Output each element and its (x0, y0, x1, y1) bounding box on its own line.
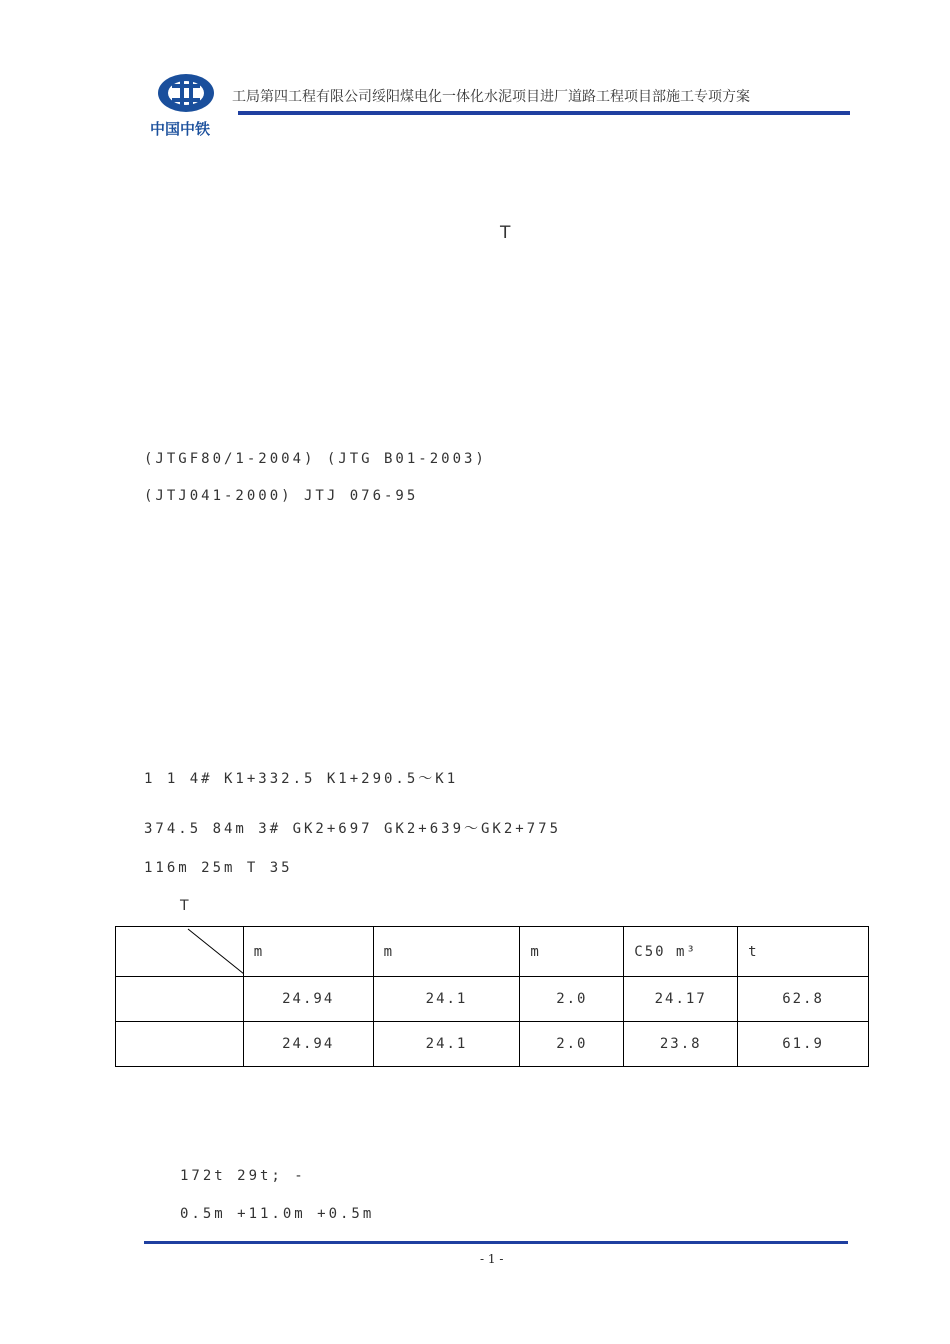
table-row (116, 977, 869, 1022)
table-header-cell: m (520, 927, 624, 977)
table-cell: 2.0 (520, 1022, 624, 1067)
body-line-2: 1 1 4# K1+332.5 K1+290.5～K1 (144, 771, 459, 787)
table-cell: 2.0 (520, 977, 624, 1022)
tail-line-1: 172t 29t; - (180, 1168, 306, 1184)
table-row (116, 1022, 869, 1067)
table-cell: 24.17 (624, 977, 738, 1022)
table-header-cell: t (738, 927, 869, 977)
table-cell: 24.1 (373, 1022, 520, 1067)
table-cell: 24.94 (243, 1022, 373, 1067)
table-cell: 62.8 (738, 977, 869, 1022)
table-header-cell: C50 m³ (624, 927, 738, 977)
table-caption: T (180, 898, 192, 914)
table-cell: 61.9 (738, 1022, 869, 1067)
table-cell: 24.94 (243, 977, 373, 1022)
header-title: 工局第四工程有限公司绥阳煤电化一体化水泥项目进厂道路工程项目部施工专项方案 (232, 89, 750, 105)
body-line-3: 374.5 84m 3# GK2+697 GK2+639～GK2+775 (144, 821, 562, 837)
intro-line-2: (JTGF80/1-2004) (JTG B01-2003) (144, 451, 487, 467)
svg-text:中国中铁: 中国中铁 (150, 120, 211, 138)
table-header-cell: m (243, 927, 373, 977)
table-cell: 23.8 (624, 1022, 738, 1067)
intro-line-3: (JTJ041-2000) JTJ 076-95 (144, 488, 419, 504)
tail-line-2: 0.5m +11.0m +0.5m (180, 1206, 375, 1222)
table-header-cell: m (373, 927, 520, 977)
table-header-row (116, 927, 869, 977)
table-corner-cell (116, 927, 244, 977)
body-line-4: 116m 25m T 35 (144, 860, 293, 876)
table-cell (116, 977, 244, 1022)
company-logo (146, 70, 238, 140)
header-divider (238, 111, 850, 115)
doc-title-line2-right: T (500, 223, 516, 243)
footer-divider (144, 1241, 848, 1244)
page-number: - 1 - (480, 1252, 504, 1266)
table-cell: 24.1 (373, 977, 520, 1022)
table-cell (116, 1022, 244, 1067)
t-beam-parameter-table (115, 926, 869, 1067)
